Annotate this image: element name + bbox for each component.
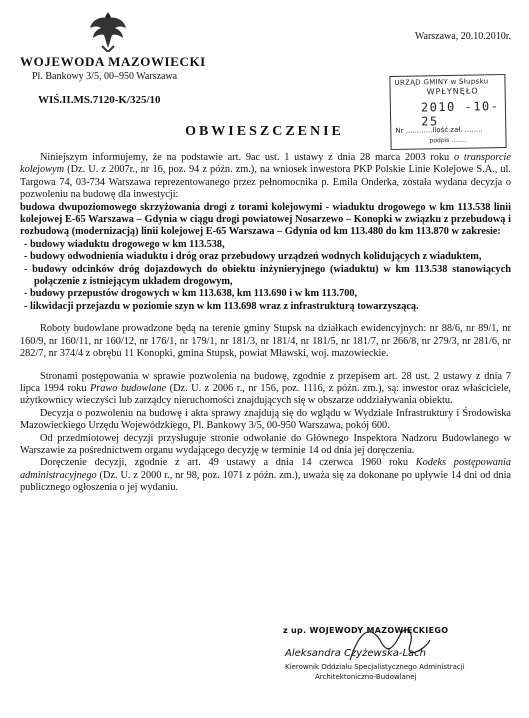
reference-number: WIŚ.II.MS.7120-K/325/10	[38, 94, 161, 106]
document-body	[20, 152, 511, 495]
signatory-name: Aleksandra Czyżewska-Lach	[285, 648, 427, 659]
parties-paragraph: Stronami postępowania w sprawie pozwolenia na budowę, zgodnie z przepisem art. 28 ust. 2 ustawy z dnia 7 lipca 1994 roku Prawo budowlane (Dz. U. z 2006 r., nr 156, poz. 1116, z późn. zm.), są: inwestor oraz właściciele, użytkownicy wieczyści lub zarządcy nieruchomości znajdujących się w obszarze oddziaływania obiektu.	[20, 370, 511, 407]
intro-paragraph: Niniejszym informujemy, że na podstawie art. 9ac ust. 1 ustawy z dnia 28 marca 2003 roku o transporcie kolejowym (Dz. U. z 2007r., nr 16, poz. 94 z późn. zm.), na wniosek inwestora PKP Polskie Linie Kolejowe S.A., ul. Targowa 74, 03-734 Warszawa reprezentowanego przez pełnomocnika p. Emila Onderka, została wydana decyzja o pozwoleniu na budowę dla inwestycji:	[20, 152, 511, 201]
signatory-department: Architektoniczno-Budowlanej	[315, 673, 417, 681]
issuer-address: Pl. Bankowy 3/5, 00–950 Warszawa	[32, 71, 178, 82]
document-date: Warszawa, 20.10.2010r.	[414, 31, 511, 42]
list-item: - likwidacji przejazdu w poziomie szyn w km 113.698 wraz z infrastrukturą towarzyszącą.	[24, 300, 419, 312]
decision-paragraph: Decyzja o pozwoleniu na budowę i akta sprawy znajdują się do wglądu w Wydziale Infrastruktury i Środowiska Mazowieckiego Urzędu Wojewódzkiego, Pl. Bankowy 3/5, 00-950 Warszawa, pokój 600.	[20, 407, 511, 432]
investment-description: budowa dwupoziomowego skrzyżowania drogi z torami kolejowymi - wiaduktu drogowego w km 113.538 linii kolejowej E-65 Warszawa – Gdynia w ciągu drogi powiatowej Nosarzewo – Konopki w związku z przebudową i rozbudową (modernizacją) linii kolejowej E-65 Warszawa – Gdynia od km 113.480 do km 113.870 w zakresie:	[20, 201, 511, 238]
signatory-role: Kierownik Oddziału Specjalistycznego Administracji	[285, 663, 465, 671]
document-title: OBWIESZCZENIE	[185, 124, 344, 139]
works-paragraph: Roboty budowlane prowadzone będą na terenie gminy Stupsk na działkach ewidencyjnych: nr 88/6, nr 89/1, nr 160/9, nr 160/11, nr 160/12, nr 176/1, nr 179/1, nr 181/3, nr 181/4, nr 181/5, nr 181/7, nr 266/8, nr 279/3, nr 281/6, nr 282/7, nr 374/4 z obrębu 11 Konopki, gmina Stupsk, powiat Mławski, woj. mazowieckie.	[20, 323, 511, 360]
list-item: - budowy odcinków dróg dojazdowych do obiektu inżynieryjnego (wiaduktu) w km 113.538 stanowiących połączenie z istniejącym układem drogowym,	[24, 263, 511, 288]
eagle-emblem-icon	[88, 8, 128, 52]
stamp-sign: podpis ........	[429, 136, 467, 145]
stamp-date: 2010 -10- 25	[420, 99, 500, 129]
appeal-paragraph: Od przedmiotowej decyzji przysługuje stronie odwołanie do Głównego Inspektora Nadzoru Budowlanego w Warszawie za pośrednictwem organu wydającego decyzję w terminie 14 od dnia jej doręczenia.	[20, 432, 511, 456]
list-item: - budowy przepustów drogowych w km 113.638, km 113.690 i w km 113.700,	[24, 288, 358, 300]
scope-list	[24, 239, 511, 313]
signature-authority: z up. WOJEWODY MAZOWIECKIEGO	[283, 626, 449, 635]
stamp-received: WPŁYNĘŁO	[426, 86, 479, 97]
stamp-count: Nr ............Ilość zał. ........	[395, 125, 483, 135]
stamp-office: URZĄD GMINY w Słupsku	[394, 77, 489, 87]
issuer-name: WOJEWODA MAZOWIECKI	[20, 54, 206, 69]
list-item: - budowy odwodnienia wiaduktu i dróg oraz przebudowy urządzeń wodnych kolidujących z wiaduktem,	[24, 251, 482, 263]
delivery-paragraph: Doręczenie decyzji, zgodnie z art. 49 ustawy a dnia 14 czerwca 1960 roku Kodeks postępowania administracyjnego (Dz. U. z 2000 r., nr 98, poz. 1071 z późn. zm.), uważa się za dokonane po upływie 14 dni od dnia publicznego ogłoszenia o jej wydaniu.	[20, 457, 511, 494]
list-item: - budowy wiaduktu drogowego w km 113.538,	[24, 238, 225, 250]
